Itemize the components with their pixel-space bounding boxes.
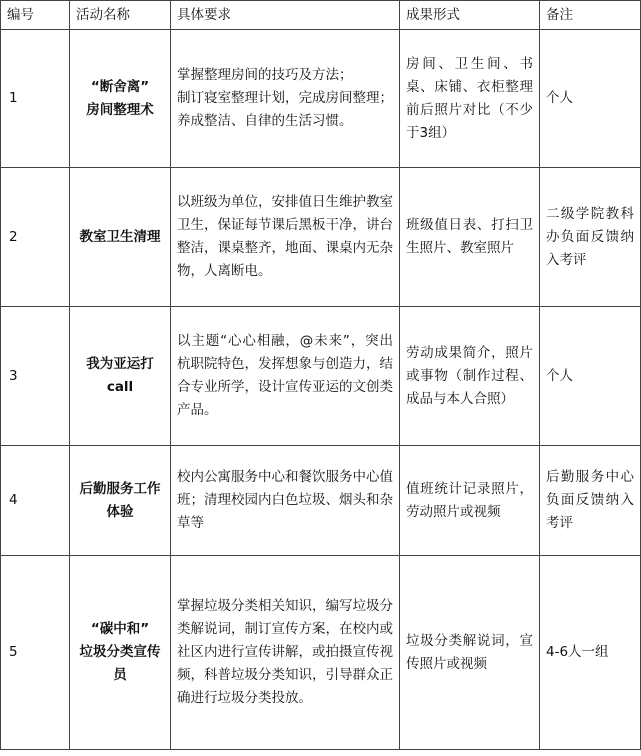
requirement-line: 校内公寓服务中心和餐饮服务中心值班；清理校园内白色垃圾、烟头和杂草等 xyxy=(177,469,393,531)
requirement-cell xyxy=(171,556,400,750)
result-form: 垃圾分类解说词，宣传照片或视频 xyxy=(400,556,540,750)
result-form: 值班统计记录照片，劳动照片或视频 xyxy=(400,446,540,556)
activity-name xyxy=(70,168,171,307)
activity-name-line: “碳中和” xyxy=(90,621,150,637)
table-row xyxy=(1,30,641,168)
header-requirements: 具体要求 xyxy=(171,1,400,30)
requirement-line: 以班级为单位，安排值日生维护教室卫生，保证每节课后黑板干净，讲台整洁，课桌整齐，地面、课桌内无杂物，人离断电。 xyxy=(177,194,393,279)
requirement-cell xyxy=(171,307,400,446)
table-row xyxy=(1,307,641,446)
row-number: 4 xyxy=(1,446,70,556)
requirement-line: 掌握垃圾分类相关知识，编写垃圾分类解说词，制订宣传方案，在校内或社区内进行宣传讲解，或拍摄宣传视频，科普垃圾分类知识，引导群众正确进行垃圾分类投放。 xyxy=(177,598,393,706)
remark: 4-6人一组 xyxy=(540,556,641,750)
requirement-cell xyxy=(171,30,400,168)
requirement-line: 掌握整理房间的技巧及方法； xyxy=(177,67,353,83)
table-row xyxy=(1,446,641,556)
header-activity-name: 活动名称 xyxy=(70,1,171,30)
activity-name xyxy=(70,446,171,556)
table-header-row xyxy=(1,1,641,30)
requirement-line: 养成整洁、自律的生活习惯。 xyxy=(177,113,353,129)
table-row xyxy=(1,168,641,307)
activity-name-line: “断舍离” xyxy=(90,78,150,95)
result-form: 房间、卫生间、书桌、床铺、衣柜整理前后照片对比（不少于3组） xyxy=(400,30,540,168)
activity-name-line: 房间整理术 xyxy=(86,101,154,118)
remark: 个人 xyxy=(540,307,641,446)
remark: 二级学院教科办负面反馈纳入考评 xyxy=(540,168,641,307)
result-form: 劳动成果简介，照片或事物（制作过程、成品与本人合照） xyxy=(400,307,540,446)
row-number: 2 xyxy=(1,168,70,307)
activity-name-line: 教室卫生清理 xyxy=(79,228,161,245)
remark: 后勤服务中心负面反馈纳入考评 xyxy=(540,446,641,556)
requirement-line: 制订寝室整理计划，完成房间整理； xyxy=(177,90,393,106)
row-number: 3 xyxy=(1,307,70,446)
activity-name-line: 后勤服务工作体验 xyxy=(79,480,161,520)
activity-name xyxy=(70,556,171,750)
row-number: 1 xyxy=(1,30,70,168)
result-form: 班级值日表、打扫卫生照片、教室照片 xyxy=(400,168,540,307)
remark: 个人 xyxy=(540,30,641,168)
row-number: 5 xyxy=(1,556,70,750)
table-row xyxy=(1,556,641,750)
header-result-form: 成果形式 xyxy=(400,1,540,30)
header-number: 编号 xyxy=(1,1,70,30)
activity-name-line: 我为亚运打call xyxy=(86,356,154,395)
activity-name xyxy=(70,30,171,168)
requirement-cell xyxy=(171,168,400,307)
header-remarks: 备注 xyxy=(540,1,641,30)
requirement-line: 以主题“心心相融，@未来”，突出杭职院特色，发挥想象与创造力，结合专业所学，设计宣传亚运的文创类产品。 xyxy=(177,333,393,418)
activity-name xyxy=(70,307,171,446)
requirement-cell xyxy=(171,446,400,556)
activity-name-line: 垃圾分类宣传员 xyxy=(79,644,161,683)
